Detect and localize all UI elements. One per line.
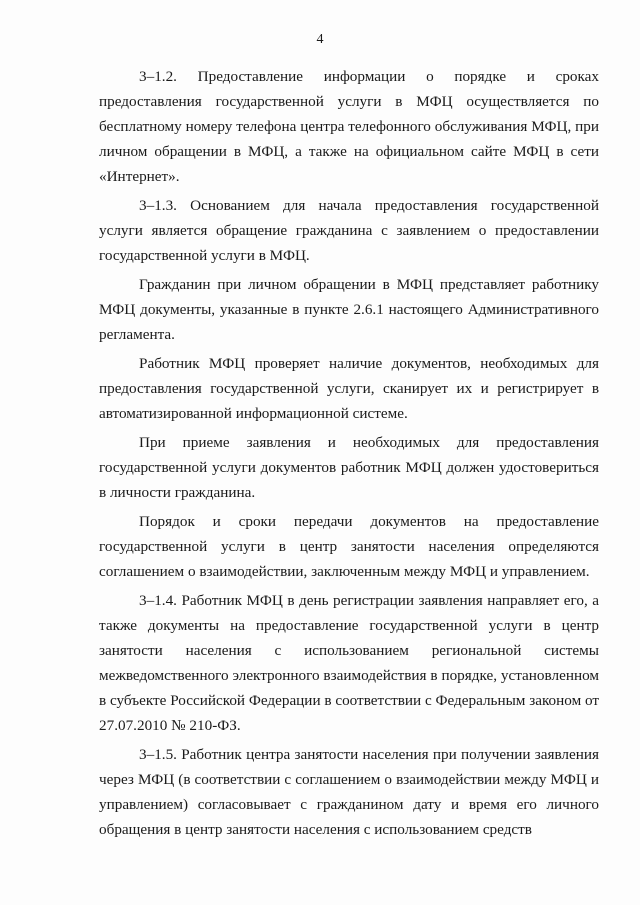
paragraph-transfer-order: Порядок и сроки передачи документов на предоставление государственной услуги в центр занятости населения определяются соглашением о взаимодействии, заключенным между МФЦ и управлением. — [99, 513, 599, 580]
paragraph-3-1-4: 3–1.4. Работник МФЦ в день регистрации заявления направляет его, а также документы на предоставление государственной услуги в центр занятости населения с использованием региональной системы межведомственного электронного взаимодействия в порядке, установленном в субъекте Российской Федерации в соответствии с Федеральным законом от 27.07.2010 № 210-ФЗ. — [99, 592, 600, 734]
paragraph-3-1-3: 3–1.3. Основанием для начала предоставления государственной услуги является обращение гражданина с заявлением о предоставлении государственной услуги в МФЦ. — [99, 197, 599, 264]
paragraph-citizen-documents: Гражданин при личном обращении в МФЦ представляет работнику МФЦ документы, указанные в пункте 2.6.1 настоящего Административного регламента. — [99, 276, 599, 343]
paragraph-worker-checks: Работник МФЦ проверяет наличие документов, необходимых для предоставления государственной услуги, сканирует их и регистрирует в автоматизированной информационной системе. — [99, 355, 599, 422]
paragraph-identity-check: При приеме заявления и необходимых для предоставления государственной услуги документов работник МФЦ должен удостовериться в личности гражданина. — [99, 434, 599, 501]
page-number: 4 — [316, 32, 324, 47]
paragraph-3-1-5: 3–1.5. Работник центра занятости населения при получении заявления через МФЦ (в соответствии с соглашением о взаимодействии между МФЦ и управлением) согласовывает с гражданином дату и время его личного обращения в центр занятости населения с использованием средств — [99, 746, 599, 838]
document-body — [99, 64, 599, 842]
paragraph-3-1-2: 3–1.2. Предоставление информации о порядке и сроках предоставления государственной услуги в МФЦ осуществляется по бесплатному номеру телефона центра телефонного обслуживания МФЦ, при личном обращении в МФЦ, а также на официальном сайте МФЦ в сети «Интернет». — [99, 68, 599, 185]
